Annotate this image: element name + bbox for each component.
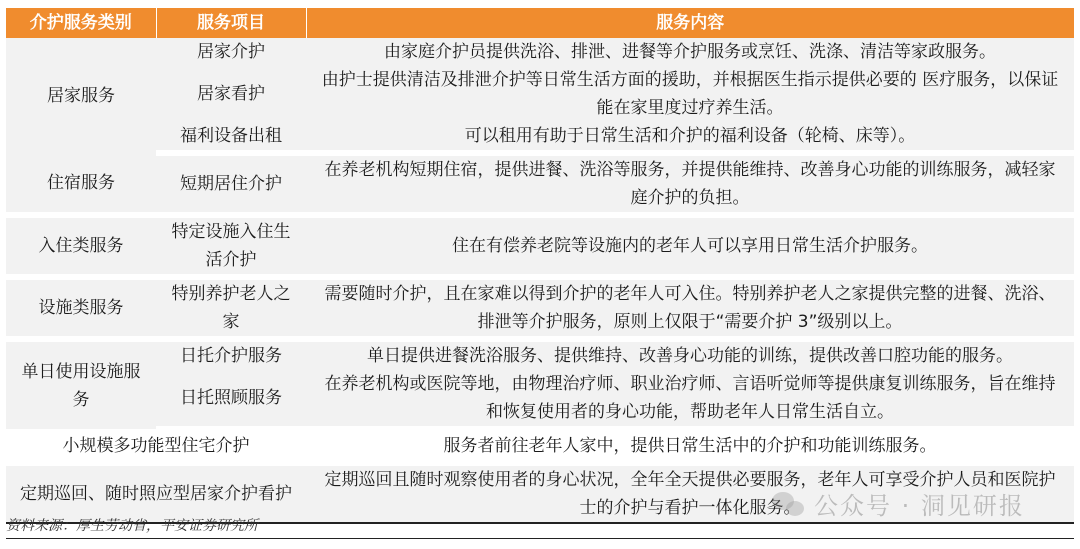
category-cell: 设施类服务	[6, 277, 156, 339]
category-cell: 单日使用设施服务	[6, 339, 156, 429]
table-row	[6, 153, 1074, 215]
content-cell: 定期巡回且随时观察使用者的身心状况，全年全天提供必要服务，老年人可享受介护人员和医院护士的介护与看护一体化服务。	[306, 463, 1074, 523]
services-table-container	[6, 8, 1074, 524]
content-cell: 由护士提供清洁及排泄介护等日常生活方面的援助，并根据医生指示提供必要的 医疗服务，以保证能在家里度过疗养生活。	[306, 66, 1074, 122]
header-category: 介护服务类别	[6, 8, 156, 38]
content-cell: 在养老机构短期住宿，提供进餐、洗浴等服务，并提供能维持、改善身心功能的训练服务，减轻家庭介护的负担。	[306, 153, 1074, 215]
table-row	[6, 122, 1074, 153]
source-note: 资料来源：厚生劳动省，平安证券研究所	[6, 514, 1074, 539]
item-cell: 居家介护	[156, 38, 306, 66]
category-cell: 居家服务	[6, 38, 156, 153]
item-cell: 短期居住介护	[156, 153, 306, 215]
header-content: 服务内容	[306, 8, 1074, 38]
header-item: 服务项目	[156, 8, 306, 38]
table-row	[6, 38, 1074, 66]
content-cell: 服务者前往老年人家中，提供日常生活中的介护和功能训练服务。	[306, 429, 1074, 463]
category-cell: 小规模多功能型住宅介护	[6, 429, 306, 463]
content-cell: 需要随时介护，且在家难以得到介护的老年人可入住。特别养护老人之家提供完整的进餐、洗浴、排泄等介护服务，原则上仅限于“需要介护 3”级别以上。	[306, 277, 1074, 339]
content-cell: 由家庭介护员提供洗浴、排泄、进餐等介护服务或烹饪、洗涤、清洁等家政服务。	[306, 38, 1074, 66]
content-cell: 在养老机构或医院等地，由物理治疗师、职业治疗师、言语听觉师等提供康复训练服务，旨在维持和恢复使用者的身心功能，帮助老年人日常生活自立。	[306, 370, 1074, 429]
watermark-text: 公众号 · 洞见研报	[814, 492, 1025, 520]
category-cell: 定期巡回、随时照应型居家介护看护	[6, 463, 306, 523]
table-row	[6, 277, 1074, 339]
item-cell: 居家看护	[156, 66, 306, 122]
care-services-table	[6, 8, 1074, 524]
item-cell: 特定设施入住生活介护	[156, 215, 306, 277]
table-row	[6, 370, 1074, 429]
item-cell: 日托照顾服务	[156, 370, 306, 429]
item-cell: 特别养护老人之家	[156, 277, 306, 339]
content-cell: 可以租用有助于日常生活和介护的福利设备（轮椅、床等）。	[306, 122, 1074, 153]
item-cell: 福利设备出租	[156, 122, 306, 153]
table-row	[6, 429, 1074, 463]
table-header	[6, 8, 1074, 38]
item-cell: 日托介护服务	[156, 339, 306, 370]
category-cell: 入住类服务	[6, 215, 156, 277]
content-cell: 住在有偿养老院等设施内的老年人可以享用日常生活介护服务。	[306, 215, 1074, 277]
table-row	[6, 66, 1074, 122]
table-row	[6, 339, 1074, 370]
category-cell: 住宿服务	[6, 153, 156, 215]
table-row	[6, 215, 1074, 277]
content-cell: 单日提供进餐洗浴服务、提供维持、改善身心功能的训练，提供改善口腔功能的服务。	[306, 339, 1074, 370]
